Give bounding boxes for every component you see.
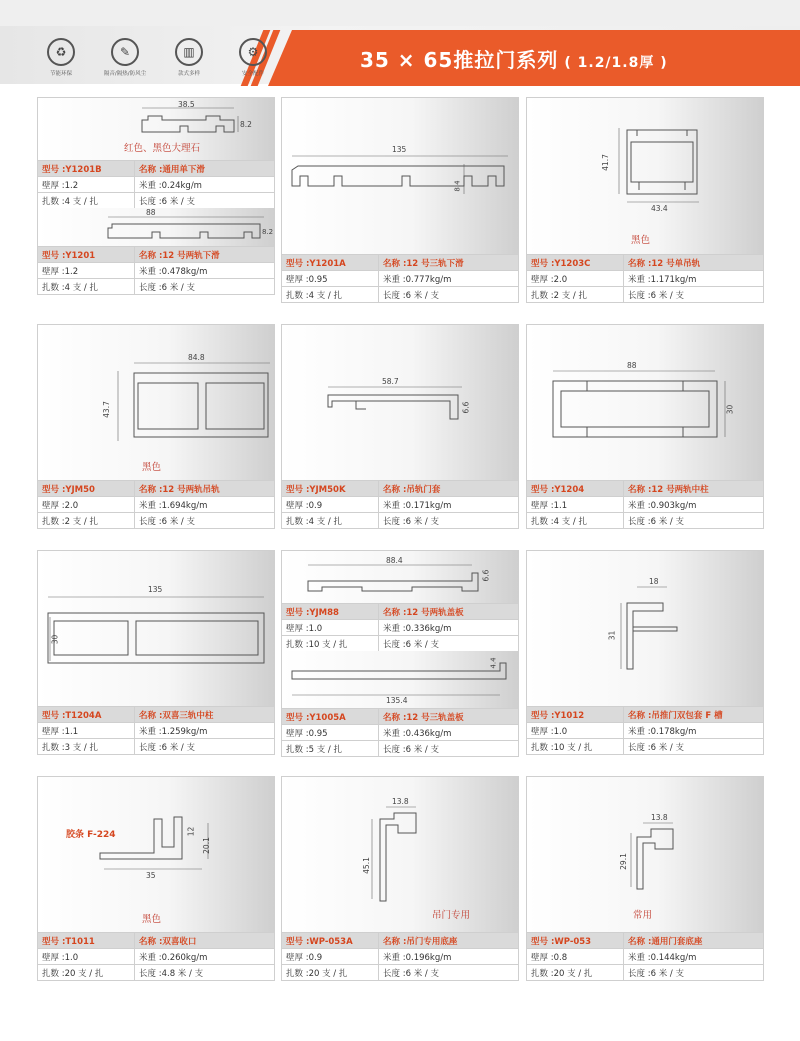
profile-drawing-wp-053a	[282, 777, 518, 932]
dim-height: 4.4	[489, 657, 498, 669]
dim-width: 88	[627, 361, 637, 370]
color-note: 红色、黑色大理石	[124, 143, 201, 154]
product-card-t1011	[37, 776, 275, 981]
dim-height: 30	[50, 634, 60, 645]
product-card-y1203c	[526, 97, 764, 303]
profile-drawing-y1203c	[527, 98, 763, 254]
dim-width: 58.7	[382, 377, 399, 386]
spec-table-yjm50k: 型号 :YJM50K 名称 :吊轨门套 壁厚 :0.9 米重 :0.171kg/m 扎数 :4 支 / 扎 长度 :6 米 / 支	[282, 480, 518, 528]
dim-height: 30	[725, 404, 735, 415]
color-note: 黑色	[631, 235, 651, 246]
dim-height: 29.1	[618, 853, 628, 870]
dim-width: 35	[146, 871, 156, 880]
product-card-y1201a	[281, 97, 519, 303]
product-card-yjm50k	[281, 324, 519, 529]
feature-fitting: ⚙ 安全配件	[230, 38, 276, 77]
color-note: 黑色	[142, 462, 162, 473]
dim-width: 13.8	[651, 813, 668, 822]
product-card-wp-053a	[281, 776, 519, 981]
product-card-yjm50	[37, 324, 275, 529]
spec-table-y1201: 型号 :Y1201 名称 :12 号两轨下滑 壁厚 :1.2 米重 :0.478kg/m 扎数 :4 支 / 扎 长度 :6 米 / 支	[38, 246, 274, 294]
usage-note: 常用	[633, 910, 653, 921]
dim-height: 8.4	[453, 180, 462, 192]
product-card-y1012	[526, 550, 764, 755]
spec-table-y1005a: 型号 :Y1005A 名称 :12 号三轨盖板 壁厚 :0.95 米重 :0.436kg/m 扎数 :5 支 / 扎 长度 :6 米 / 支	[282, 708, 518, 756]
spec-table-y1204: 型号 :Y1204 名称 :12 号两轨中柱 壁厚 :1.1 米重 :0.903kg/m 扎数 :4 支 / 扎 长度 :6 米 / 支	[527, 480, 763, 528]
style-icon: ▥	[175, 38, 203, 66]
page-title: 35 × 65推拉门系列 ( 1.2/1.8厚 )	[360, 48, 668, 72]
dim-height: 41.7	[600, 154, 610, 171]
dim-width: 84.8	[188, 353, 205, 362]
spec-table-y1012: 型号 :Y1012 名称 :吊推门双包套 F 槽 壁厚 :1.0 米重 :0.178kg/m 扎数 :10 支 / 扎 长度 :6 米 / 支	[527, 706, 763, 754]
spec-table-y1203c: 型号 :Y1203C 名称 :12 号单吊轨 壁厚 :2.0 米重 :1.171kg/m 扎数 :2 支 / 扎 长度 :6 米 / 支	[527, 254, 763, 302]
product-card-y1204	[526, 324, 764, 529]
product-card-yjm88-y1005a	[281, 550, 519, 757]
spec-table-y1201a: 型号 :Y1201A 名称 :12 号三轨下滑 壁厚 :0.95 米重 :0.777kg/m 扎数 :4 支 / 扎 长度 :6 米 / 支	[282, 254, 518, 302]
fitting-icon: ⚙	[239, 38, 267, 66]
spec-table-wp-053: 型号 :WP-053 名称 :通用门套底座 壁厚 :0.8 米重 :0.144kg/m 扎数 :20 支 / 扎 长度 :6 米 / 支	[527, 932, 763, 980]
dim-width: 135	[148, 585, 163, 594]
feature-insulation: ✎ 隔音/隔热/防风尘	[102, 38, 148, 77]
spec-table-wp-053a: 型号 :WP-053A 名称 :吊门专用底座 壁厚 :0.9 米重 :0.196kg/m 扎数 :20 支 / 扎 长度 :6 米 / 支	[282, 932, 518, 980]
profile-drawing-yjm50k	[282, 325, 518, 480]
profile-drawing-y1204	[527, 325, 763, 480]
profile-drawing-y1201	[38, 208, 274, 246]
sound-insulation-icon: ✎	[111, 38, 139, 66]
product-card-wp-053	[526, 776, 764, 981]
feature-icons	[38, 38, 276, 77]
dim-height: 6.6	[481, 569, 491, 582]
recycle-icon: ♻	[47, 38, 75, 66]
dim-width: 43.4	[651, 204, 668, 213]
product-card-y1201b-y1201	[37, 97, 275, 295]
dim-width: 18	[649, 577, 659, 586]
dim-width: 13.8	[392, 797, 409, 806]
spec-table-yjm50: 型号 :YJM50 名称 :12 号两轨吊轨 壁厚 :2.0 米重 :1.694kg/m 扎数 :2 支 / 扎 长度 :6 米 / 支	[38, 480, 274, 528]
dim-inner-height: 12	[186, 826, 196, 837]
feature-eco: ♻ 节能环保	[38, 38, 84, 77]
dim-width: 38.5	[178, 100, 195, 109]
profile-drawing-t1011	[38, 777, 274, 932]
gasket-annotation: 胶条 F-224	[66, 830, 116, 840]
profile-drawing-t1204a	[38, 551, 274, 706]
dim-height: 45.1	[361, 857, 371, 874]
dim-height: 31	[607, 630, 617, 641]
dim-width: 135.4	[386, 696, 408, 705]
profile-drawing-y1201b	[38, 98, 274, 160]
spec-table-yjm88: 型号 :YJM88 名称 :12 号两轨盖板 壁厚 :1.0 米重 :0.336kg/m 扎数 :10 支 / 扎 长度 :6 米 / 支	[282, 603, 518, 651]
profile-drawing-yjm50	[38, 325, 274, 480]
profile-drawing-yjm88	[282, 551, 518, 603]
dim-height: 8.2	[240, 120, 252, 129]
profile-drawing-wp-053	[527, 777, 763, 932]
spec-table-t1011: 型号 :T1011 名称 :双喜收口 壁厚 :1.0 米重 :0.260kg/m 扎数 :20 支 / 扎 长度 :4.8 米 / 支	[38, 932, 274, 980]
dim-width: 88	[146, 208, 156, 217]
product-card-t1204a	[37, 550, 275, 755]
dim-width: 135	[392, 145, 407, 154]
dim-height: 6.6	[461, 401, 471, 414]
dim-height: 20.1	[201, 837, 211, 854]
usage-note: 吊门专用	[432, 910, 471, 921]
feature-style: ▥ 款式多样	[166, 38, 212, 77]
profile-drawing-y1005a	[282, 651, 518, 708]
color-note: 黑色	[142, 914, 162, 925]
spec-table-y1201b: 型号 :Y1201B 名称 :通用单下滑 壁厚 :1.2 米重 :0.24kg/m 扎数 :4 支 / 扎 长度 :6 米 / 支	[38, 160, 274, 208]
dim-height: 43.7	[101, 401, 111, 418]
profile-drawing-y1201a	[282, 98, 518, 254]
profile-drawing-y1012	[527, 551, 763, 706]
dim-width: 88.4	[386, 556, 403, 565]
page-header	[0, 0, 800, 84]
dim-height: 8.2	[262, 228, 274, 236]
spec-table-t1204a: 型号 :T1204A 名称 :双喜三轨中柱 壁厚 :1.1 米重 :1.259kg/m 扎数 :3 支 / 扎 长度 :6 米 / 支	[38, 706, 274, 754]
